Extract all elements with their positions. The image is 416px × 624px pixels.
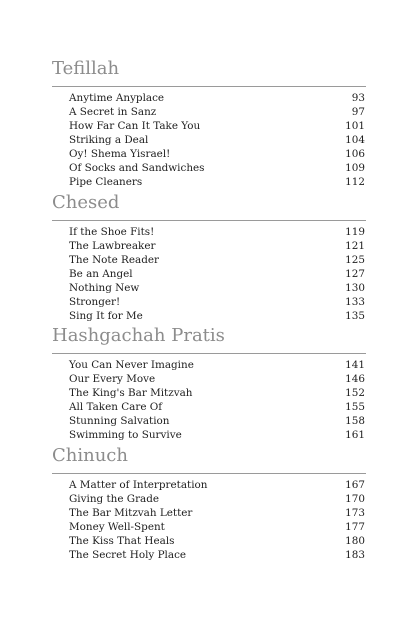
toc-entry-page-number: 173 [345, 507, 365, 519]
toc-entry-page-number: 106 [345, 148, 365, 160]
toc-entry-title: The Bar Mitzvah Letter [69, 507, 193, 519]
section-divider [52, 353, 366, 354]
toc-entry [69, 267, 365, 281]
section-heading: Chinuch [52, 445, 128, 466]
toc-entry-list [69, 358, 365, 442]
toc-entry-page-number: 109 [345, 162, 365, 174]
toc-entry-page-number: 133 [345, 296, 365, 308]
toc-entry [69, 295, 365, 309]
toc-entry-title: The Secret Holy Place [69, 549, 187, 561]
toc-entry-page-number: 127 [345, 268, 365, 280]
toc-entry-title: Striking a Deal [69, 134, 149, 146]
section-heading: Chesed [52, 192, 120, 213]
toc-entry [69, 372, 365, 386]
section-heading: Hashgachah Pratis [52, 325, 225, 346]
toc-entry [69, 161, 365, 175]
toc-entry-title: Nothing New [69, 282, 140, 294]
toc-entry-title: If the Shoe Fits! [69, 226, 155, 238]
toc-entry [69, 428, 365, 442]
toc-entry [69, 358, 365, 372]
section-divider [52, 473, 366, 474]
toc-entry-title: Pipe Cleaners [69, 176, 143, 188]
toc-entry-title: Be an Angel [69, 268, 133, 280]
toc-entry-title: Giving the Grade [69, 493, 160, 505]
toc-entry [69, 478, 365, 492]
toc-entry [69, 105, 365, 119]
toc-entry-list [69, 91, 365, 189]
toc-entry-page-number: 177 [345, 521, 365, 533]
toc-entry-title: Oy! Shema Yisrael! [69, 148, 171, 160]
toc-entry-page-number: 146 [345, 373, 365, 385]
toc-entry [69, 492, 365, 506]
toc-entry-page-number: 101 [345, 120, 365, 132]
toc-entry-page-number: 167 [345, 479, 365, 491]
toc-entry [69, 548, 365, 562]
toc-entry-title: Stunning Salvation [69, 415, 170, 427]
toc-entry-title: Money Well-Spent [69, 521, 165, 533]
toc-entry-page-number: 158 [345, 415, 365, 427]
toc-entry-title: The Note Reader [69, 254, 159, 266]
toc-entry-title: The King's Bar Mitzvah [69, 387, 193, 399]
toc-entry-page-number: 161 [345, 429, 365, 441]
toc-entry-page-number: 104 [345, 134, 365, 146]
toc-entry [69, 253, 365, 267]
toc-entry-title: Of Socks and Sandwiches [69, 162, 205, 174]
toc-entry [69, 147, 365, 161]
section-divider [52, 220, 366, 221]
toc-entry-title: Anytime Anyplace [69, 92, 165, 104]
toc-entry-page-number: 183 [345, 549, 365, 561]
toc-entry-title: The Lawbreaker [69, 240, 156, 252]
toc-entry [69, 506, 365, 520]
toc-entry-page-number: 155 [345, 401, 365, 413]
section-heading: Tefillah [52, 58, 120, 79]
toc-entry-page-number: 119 [345, 226, 365, 238]
toc-entry-title: You Can Never Imagine [69, 359, 194, 371]
toc-entry-page-number: 152 [345, 387, 365, 399]
toc-entry [69, 175, 365, 189]
toc-entry-page-number: 135 [345, 310, 365, 322]
toc-entry-page-number: 97 [351, 106, 365, 118]
toc-entry [69, 520, 365, 534]
section-divider [52, 86, 366, 87]
toc-entry-page-number: 141 [345, 359, 365, 371]
toc-entry-title: How Far Can It Take You [69, 120, 201, 132]
toc-entry-title: Our Every Move [69, 373, 156, 385]
toc-entry-title: The Kiss That Heals [69, 535, 175, 547]
toc-entry-page-number: 180 [345, 535, 365, 547]
toc-entry [69, 281, 365, 295]
toc-entry [69, 386, 365, 400]
toc-entry [69, 119, 365, 133]
toc-entry-title: Swimming to Survive [69, 429, 182, 441]
toc-entry-page-number: 121 [345, 240, 365, 252]
toc-entry-list [69, 225, 365, 323]
toc-entry-page-number: 170 [345, 493, 365, 505]
toc-entry-page-number: 130 [345, 282, 365, 294]
toc-entry [69, 133, 365, 147]
toc-entry [69, 534, 365, 548]
toc-entry [69, 225, 365, 239]
toc-entry [69, 414, 365, 428]
toc-entry [69, 400, 365, 414]
toc-entry-title: A Secret in Sanz [69, 106, 157, 118]
toc-entry-page-number: 125 [345, 254, 365, 266]
toc-entry [69, 91, 365, 105]
toc-entry-list [69, 478, 365, 562]
toc-entry-page-number: 93 [351, 92, 365, 104]
toc-entry-title: All Taken Care Of [69, 401, 163, 413]
toc-entry-title: Sing It for Me [69, 310, 143, 322]
toc-entry-title: A Matter of Interpretation [69, 479, 208, 491]
toc-entry-page-number: 112 [345, 176, 365, 188]
toc-entry-title: Stronger! [69, 296, 121, 308]
toc-entry [69, 239, 365, 253]
toc-entry [69, 309, 365, 323]
